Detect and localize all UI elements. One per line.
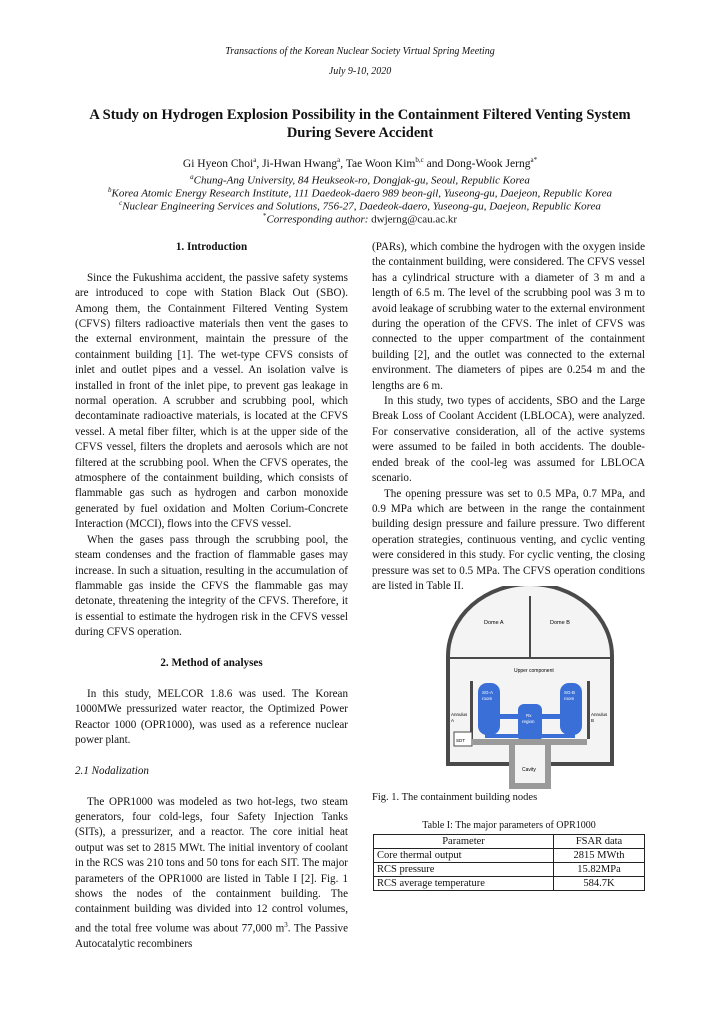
table-caption: Table I: The major parameters of OPR1000 — [422, 820, 596, 831]
corr-label: Corresponding author: — [266, 213, 369, 226]
annulus-wall-left — [470, 681, 473, 739]
author-list — [0, 156, 720, 170]
sdt-label: SDT — [456, 738, 465, 743]
title-line-2: During Severe Accident — [286, 125, 434, 141]
section-heading-introduction: 1. Introduction — [175, 241, 248, 253]
section-heading-method: 2. Method of analyses — [160, 656, 263, 669]
paper-title — [40, 106, 680, 142]
annulus-wall-right — [587, 681, 590, 739]
sg-b-sub: room — [564, 696, 575, 701]
annulus-b-label: Annulus — [591, 712, 608, 717]
dome-b-label: Dome B — [550, 620, 570, 626]
affil-text: Chung-Ang University, 84 Heukseok-ro, Dongjak-gu, Seoul, Republic Korea — [193, 174, 530, 187]
sg-a-sub: room — [482, 696, 493, 701]
intro-paragraph-2: When the gases pass through the scrubbing pool, the steam condenses and the fraction of flammable gases may increase. In such a situation, resulting in the accumulation of flammable gas inside the CFVS the flammable gas may detonate, threatening the integrity of the CFVS. Therefore, it is essential to estimate the hydrogen risk in the CFVS vessel during CFVS operation. — [75, 533, 348, 639]
table-cell: Core thermal output — [374, 849, 554, 863]
meeting-date: July 9-10, 2020 — [328, 66, 392, 77]
author-affil-mark: b,c — [415, 156, 424, 164]
containment-nodes-figure — [440, 586, 620, 791]
table-row — [374, 877, 645, 891]
annulus-b-sub: B — [591, 718, 595, 723]
affiliation-b — [0, 186, 720, 200]
author-name: Gi Hyeon Choi — [182, 157, 254, 170]
author-affil-mark: a* — [530, 156, 538, 164]
loop-pipe-a — [500, 714, 518, 719]
author-name: , Ji-Hwan Hwang — [256, 157, 338, 170]
table-row — [374, 863, 645, 877]
parameters-table — [373, 834, 645, 891]
subsection-heading-nodalization: 2.1 Nodalization — [75, 764, 149, 777]
table-cell: 584.7K — [554, 877, 645, 891]
affiliation-a — [0, 173, 720, 187]
author-name: and Dong-Wook Jerng — [423, 157, 531, 170]
reactor-label: Rx — [526, 713, 532, 718]
loop-pipe-b — [542, 714, 560, 719]
right-paragraph-3: The opening pressure was set to 0.5 MPa, 0.7 MPa, and 0.9 MPa which are between in the range the containment building design pressure and failure pressure. Two different operation strategies, continuous venting, and cyclic venting were considered in this study. For cyclic venting, the closing pressure was set to 0.5 MPa. The CFVS operation conditions are listed in Table II. — [372, 487, 645, 592]
table-row — [374, 849, 645, 863]
author-affil-mark: a — [337, 156, 341, 164]
sg-a-label: SG-A — [482, 690, 494, 695]
upper-component-label: Upper component — [514, 668, 554, 674]
affil-mark: a — [190, 173, 194, 181]
table-cell: RCS pressure — [374, 863, 554, 877]
table-cell: RCS average temperature — [374, 877, 554, 891]
right-paragraph-2: In this study, two types of accidents, SBO and the Large Break Loss of Coolant Accident (LBLOCA), were analyzed. For conservative consideration, all of the active systems were assumed to be failed in both accidents. The double-ended break of the cool-leg was assumed for LBLOCA scenario. — [372, 395, 645, 485]
cavity — [512, 745, 548, 786]
affil-mark: b — [108, 186, 112, 194]
nodal-text: The OPR1000 was modeled as two hot-legs, two steam generators, four cold-legs, four Safety Injection Tanks (SITs), a pressurizer, and a reactor. The core initial heat output was set to 2815 MWt. The initial inventory of coolant in the RCS was 210 tons and 50 tons for each SIT. The major parameters of the OPR1000 are listed in Table I [2]. Fig. 1 shows the nodes of the containment building. The containment building was divided into 12 control volumes, and the total free volume was about 77,000 m — [75, 795, 348, 935]
table-header-row — [374, 835, 645, 849]
lower-slab — [473, 739, 587, 745]
nodalization-paragraph — [75, 795, 348, 953]
table-cell: 2815 MWth — [554, 849, 645, 863]
left-column — [75, 240, 348, 952]
dome-a-label: Dome A — [484, 620, 504, 626]
table-header-cell: Parameter — [374, 835, 554, 849]
annulus-a-sub: A — [451, 718, 455, 723]
method-paragraph: In this study, MELCOR 1.8.6 was used. The Korean 1000MWe pressurized water reactor, the Optimized Power Reactor 1000 (OPR1000), was used as a reference nuclear power plant. — [75, 687, 348, 746]
author-affil-mark: a — [253, 156, 257, 164]
annulus-a-label: Annulus — [451, 712, 468, 717]
right-paragraph-1: (PARs), which combine the hydrogen with the oxygen inside the containment building, were considered. The CFVS vessel has a cylindrical structure with a diameter of 3 m and a length of 6.5 m. The level of the scrubbing pool was 3 m to avoid leakage of scrubbing water to the external environment during the operation of the CFVS. The inlet of CFVS was connected to the upper compartment of the containment building [2], and the outlet was connected to the external environment. The diameters of pipes are 0.254 m and the lengths are 6 m. — [372, 241, 645, 392]
right-column — [372, 240, 645, 594]
affiliation-c — [0, 199, 720, 213]
reactor-sub: region — [522, 719, 535, 724]
unit-superscript: 3 — [284, 920, 288, 929]
table-header-cell: FSAR data — [554, 835, 645, 849]
figure-caption: Fig. 1. The containment building nodes — [372, 792, 538, 803]
journal-header: Transactions of the Korean Nuclear Society Virtual Spring Meeting — [225, 46, 495, 57]
sg-b-label: SG-B — [564, 690, 576, 695]
corresponding-author — [0, 212, 720, 226]
corr-mark: * — [262, 212, 267, 220]
author-name: , Tae Woon Kim — [340, 157, 416, 170]
affil-mark: c — [119, 199, 123, 207]
intro-paragraph-1: Since the Fukushima accident, the passive safety systems are introduced to cope with Station Black Out (SBO). Among them, the Containment Filtered Venting System (CFVS) filters radioactive materials then vent the gases to the external environment, maintain the pressure of the containment building [1]. The wet-type CFVS consists of inlet and outlet pipes and a vessel. An isolation valve is installed in front of the inlet pipe, to prevent gas leakage in normal operation. A scrubber and scrubbing pool, which decontaminate radioactive materials, is located at the CFVS vessel. A metal fiber filter, which is at the upper side of the CFVS vessel, filters the droplets and aerosols which are not filtered at the scrubbing pool. When the CFVS operates, the atmosphere of the containment building, which consists of flammable gas such as hydrogen and carbon monoxide generated by fuel oxidation and Molten Corium-Concrete Interaction (MCCI), flows into the CFVS vessel. — [75, 271, 348, 531]
corr-email: dwjerng@cau.ac.kr — [368, 213, 458, 226]
affil-text: Korea Atomic Energy Research Institute, 111 Daedeok-daero 989 beon-gil, Yuseong-gu, Daejeon, Republic Korea — [111, 187, 612, 200]
affil-text: Nuclear Engineering Services and Solutions, 756-27, Daedeok-daero, Yuseong-gu, Daejeon, Republic Korea — [122, 200, 601, 213]
table-cell: 15.82MPa — [554, 863, 645, 877]
cavity-label: Cavity — [522, 767, 536, 773]
title-line-1: A Study on Hydrogen Explosion Possibility in the Containment Filtered Venting System — [89, 107, 631, 123]
nodal-text-end: . The Passive Autocatalytic recombiners — [75, 922, 348, 950]
